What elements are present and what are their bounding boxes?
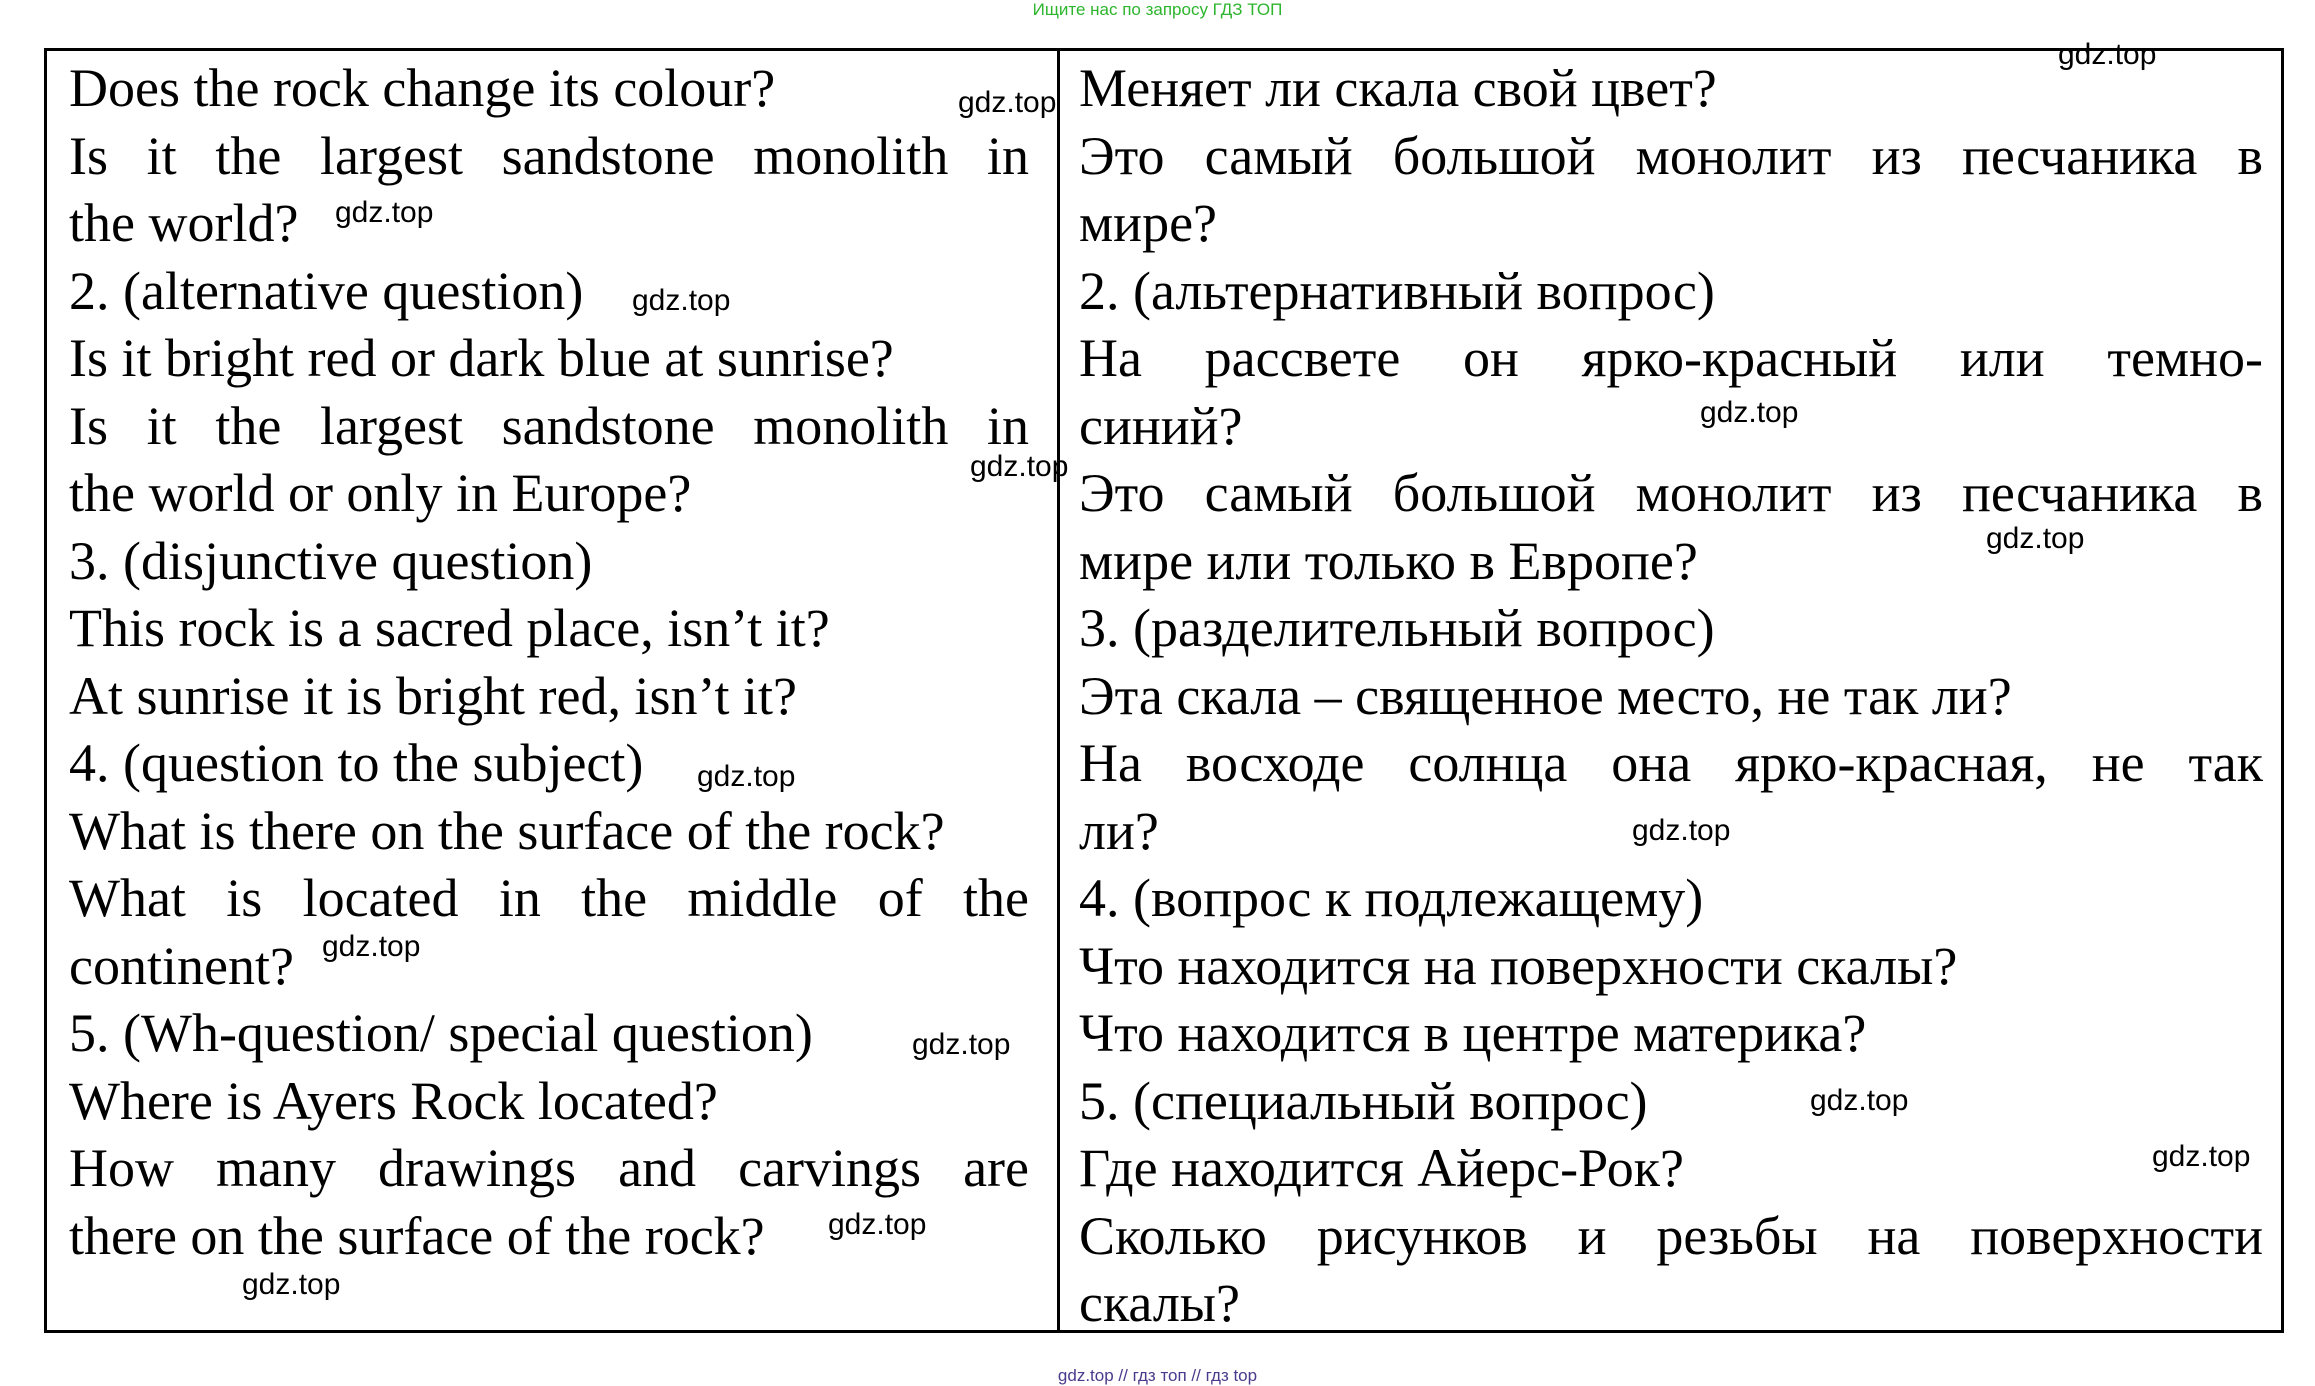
english-line: Is it the largest sandstone monolith in (69, 395, 1029, 456)
russian-line: На рассвете он ярко-красный или темно- (1079, 328, 2263, 388)
watermark: gdz.top (335, 196, 434, 229)
watermark: gdz.top (2058, 38, 2157, 71)
english-line: the world or only in Europe? (69, 463, 692, 523)
watermark: gdz.top (697, 760, 796, 793)
russian-line: ли? (1079, 800, 1159, 861)
russian-line: мире? (1079, 193, 1218, 253)
russian-line: Где находится Айерс-Рок? (1079, 1138, 1684, 1198)
watermark: gdz.top (1632, 814, 1731, 847)
english-line: This rock is a sacred place, isn’t it? (69, 598, 830, 658)
english-line: continent? (69, 935, 294, 996)
english-line: 4. (question to the subject) (69, 733, 644, 793)
russian-column (1079, 55, 2263, 1338)
english-line: At sunrise it is bright red, isn’t it? (69, 665, 797, 726)
english-line: Where is Ayers Rock located? (69, 1070, 718, 1131)
watermark: gdz.top (322, 930, 421, 963)
watermark: gdz.top (632, 284, 731, 317)
english-column (69, 55, 1029, 1270)
russian-line: 4. (вопрос к подлежащему) (1079, 868, 1704, 928)
english-line: the world? (69, 193, 299, 253)
english-line: What is located in the middle of the (69, 868, 1029, 928)
russian-line: 5. (специальный вопрос) (1079, 1070, 1648, 1131)
english-line: 2. (alternative question) (69, 260, 584, 321)
watermark: gdz.top (1810, 1084, 1909, 1117)
russian-line: 2. (альтернативный вопрос) (1079, 260, 1715, 321)
russian-line: Это самый большой монолит из песчаника в (1079, 125, 2263, 186)
english-line: 5. (Wh-question/ special question) (69, 1003, 813, 1063)
russian-line: Что находится в центре материка? (1079, 1003, 1867, 1063)
english-line: Is it bright red or dark blue at sunrise? (69, 328, 894, 388)
russian-line: Эта скала – священное место, не так ли? (1079, 665, 2012, 726)
top-banner: Ищите нас по запросу ГДЗ ТОП (1032, 0, 1283, 19)
russian-line: На восходе солнца она ярко-красная, не так (1079, 733, 2263, 793)
watermark: gdz.top (970, 450, 1069, 483)
footer-links: gdz.top // гдз топ // гдз top (1057, 1366, 1258, 1385)
answer-table (44, 48, 2284, 1333)
column-divider (1057, 51, 1060, 1330)
english-line: Is it the largest sandstone monolith in (69, 125, 1029, 186)
english-line: 3. (disjunctive question) (69, 530, 593, 591)
watermark: gdz.top (242, 1268, 341, 1301)
watermark: gdz.top (958, 86, 1057, 119)
russian-line: Что находится на поверхности скалы? (1079, 935, 1958, 996)
watermark: gdz.top (1986, 522, 2085, 555)
russian-line: скалы? (1079, 1273, 1241, 1333)
watermark: gdz.top (828, 1208, 927, 1241)
russian-line: мире или только в Европе? (1079, 530, 1698, 591)
russian-line: 3. (разделительный вопрос) (1079, 598, 1715, 658)
russian-line: Это самый большой монолит из песчаника в (1079, 463, 2263, 523)
english-line: What is there on the surface of the rock? (69, 800, 945, 861)
russian-line: синий? (1079, 395, 1243, 456)
russian-line: Меняет ли скала свой цвет? (1079, 58, 1717, 118)
russian-line: Сколько рисунков и резьбы на поверхности (1079, 1205, 2263, 1266)
watermark: gdz.top (912, 1028, 1011, 1061)
watermark: gdz.top (1700, 396, 1799, 429)
english-line: Does the rock change its colour? (69, 58, 776, 118)
english-line: How many drawings and carvings are (69, 1138, 1029, 1198)
watermark: gdz.top (2152, 1140, 2251, 1173)
english-line: there on the surface of the rock? (69, 1205, 765, 1266)
